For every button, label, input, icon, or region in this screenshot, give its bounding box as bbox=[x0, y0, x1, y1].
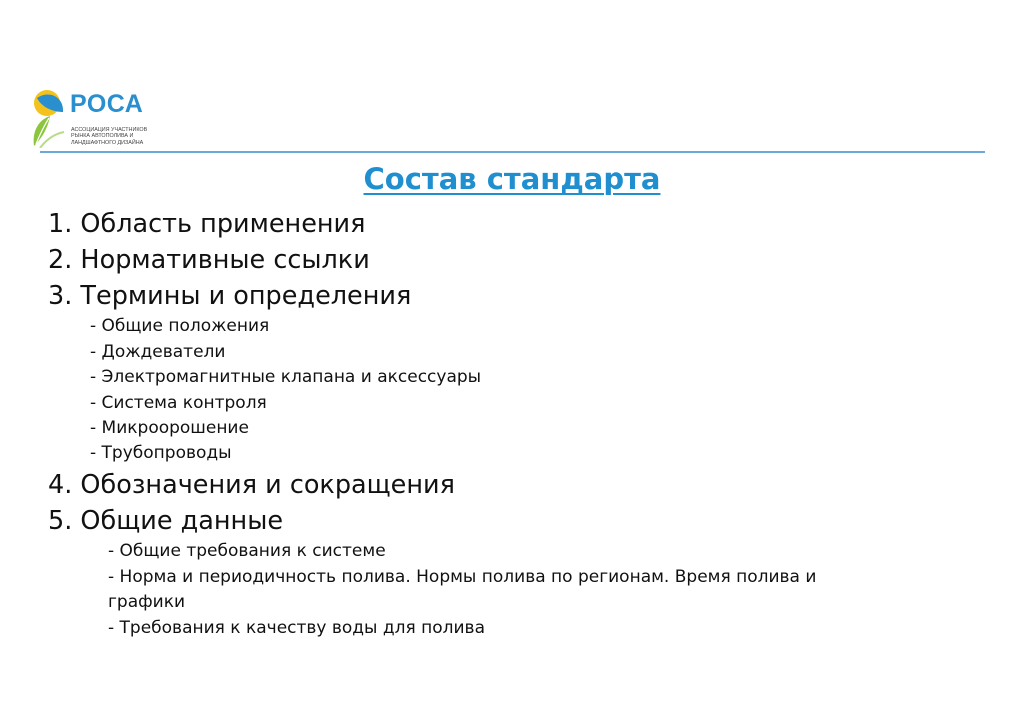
subsection-item: - Трубопроводы bbox=[90, 443, 232, 463]
header-divider bbox=[40, 151, 985, 153]
logo-subtitle-line: ЛАНДШАФТНОГО ДИЗАЙНА bbox=[71, 139, 144, 146]
rosa-logo bbox=[30, 88, 170, 150]
section-heading: 2. Нормативные ссылки bbox=[48, 245, 370, 275]
leaf-sun-logo-icon bbox=[30, 88, 68, 148]
section-heading: 4. Обозначения и сокращения bbox=[48, 470, 455, 500]
subsection-item: - Общие требования к системе bbox=[108, 541, 386, 561]
subsection-item: - Требования к качеству воды для полива bbox=[108, 618, 485, 638]
section-heading: 5. Общие данные bbox=[48, 506, 284, 536]
subsection-item: - Общие положения bbox=[90, 316, 270, 336]
subsection-item: - Дождеватели bbox=[90, 342, 226, 362]
section-heading: 1. Область применения bbox=[48, 209, 366, 239]
logo-name: РОСА bbox=[70, 90, 144, 118]
logo-subtitle-line: АССОЦИАЦИЯ УЧАСТНИКОВ bbox=[71, 127, 148, 133]
logo-subtitle-line: РЫНКА АВТОПОЛИВА И bbox=[71, 133, 134, 140]
subsection-item: - Система контроля bbox=[90, 393, 267, 413]
subsection-item-continuation: графики bbox=[108, 592, 186, 612]
page-title: Состав стандарта bbox=[363, 162, 661, 196]
subsection-item: - Электромагнитные клапана и аксессуары bbox=[90, 367, 482, 387]
subsection-item: - Норма и периодичность полива. Нормы полива по регионам. Время полива и bbox=[108, 567, 817, 587]
section-heading: 3. Термины и определения bbox=[48, 281, 412, 311]
logo-subtitle bbox=[71, 127, 147, 146]
subsection-item: - Микроорошение bbox=[90, 418, 249, 438]
